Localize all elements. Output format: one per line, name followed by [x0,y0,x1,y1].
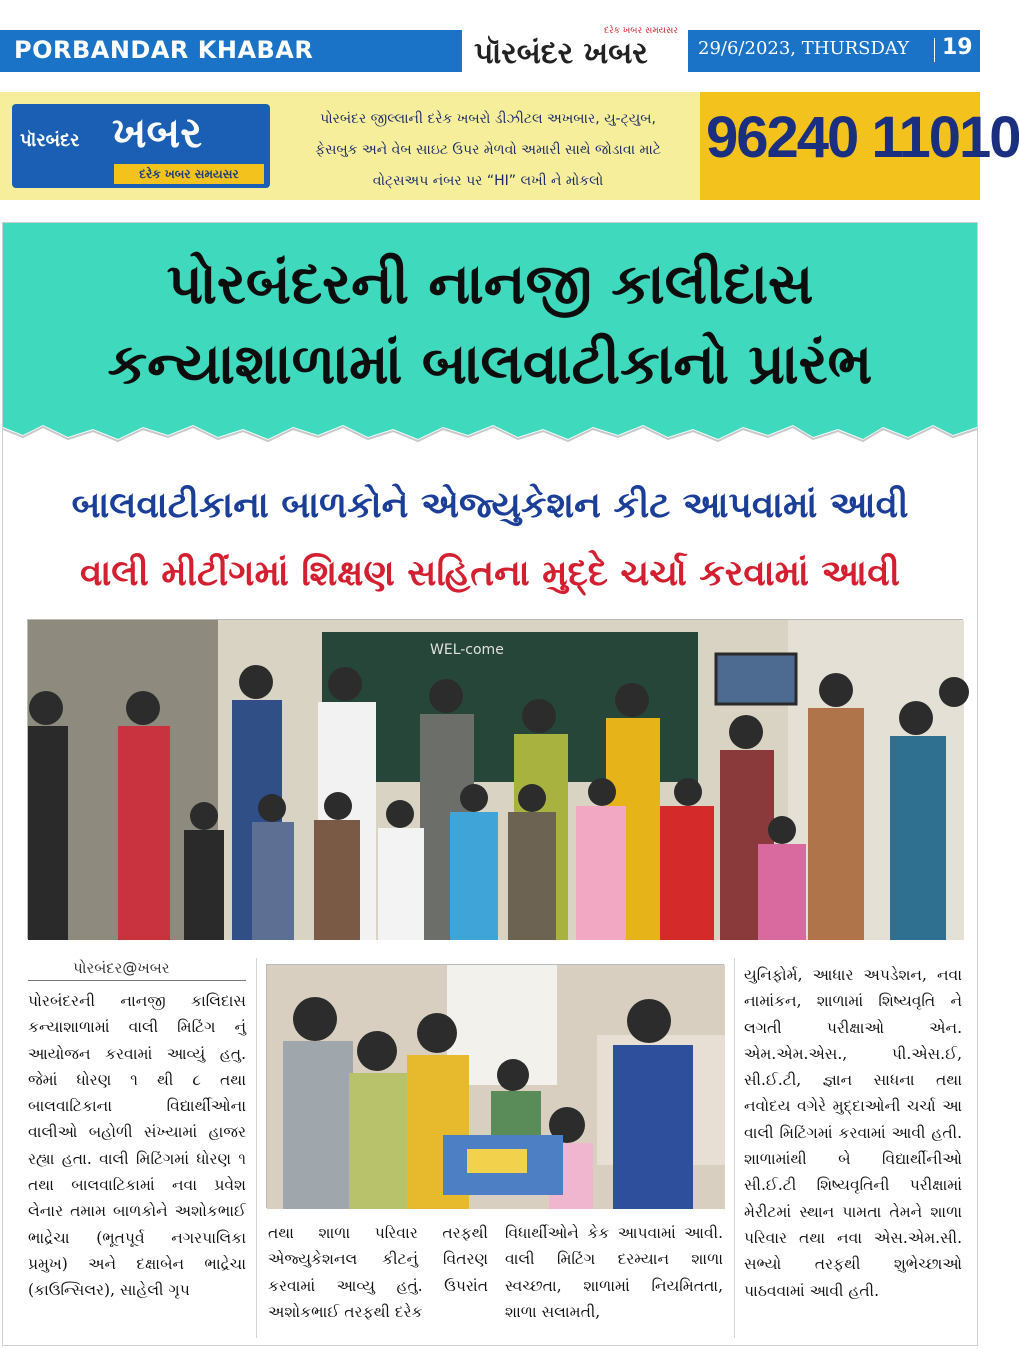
blackboard-text: WEL-come [430,642,504,658]
byline: પોરબંદર@ખબર [73,959,170,977]
headline-line-1: પોરબંદરની નાનજી કાલીદાસ [166,252,814,317]
masthead-logo [468,22,684,78]
banner-logo-main: ખબર [112,108,202,157]
issue-date: 29/6/2023, THURSDAY [698,38,910,59]
subheadline-1: બાલવાટીકાના બાળકોને એજ્યુકેશન કીટ આપવામાં આવી [71,485,909,526]
banner-text-line: પોરબંદર જીલ્લાની દરેક ખબરો ડીઝીટલ અખબાર, યુ-ટ્યુબ, [320,111,656,127]
banner-text-line: ફેસબુક અને વેબ સાઇટ ઉપર મેળવો અમારી સાથે જોડાવા માટે [315,142,661,158]
banner-logo-prefix: પૉરબંદર [20,130,80,151]
masthead [0,0,980,80]
article-column-3: વિધાર્થીઓને કેક આપવામાં આવી. વાલી મિટિંગ દરમ્યાન શાળા સ્વચ્છતા, શાળામાં નિયમિતતા, શાળા સલામતી, [505,1224,723,1321]
group-photo [27,619,963,939]
masthead-logo-text: પૉરબંદર ખબર [474,36,648,71]
torn-paper-edge [3,413,977,453]
date-separator [934,38,935,62]
headline-line-2: કન્યાશાળામાં બાલવાટીકાનો પ્રારંભ [107,332,873,397]
masthead-logo-tagline: દરેક ખબર સમયસર [604,26,678,36]
byline-rule [28,980,246,981]
newspaper-title: PORBANDAR KHABAR [14,36,314,64]
group-photo-image [28,620,964,940]
article-column-4: યુનિફોર્મ, આધાર અપડેશન, નવા નામાંકન, શાળામાં શિષ્યવૃતિ ને લગતી પરીક્ષાઓ એન. એમ.એમ.એસ., પી.એસ.ઈ, સી.ઈ.ટી, જ્ઞાન સાધના તથા નવોદય વગેરે મુદ્દાઓની ચર્ચા આ વાલી મિટિંગમાં કરવામાં આવી હતી. શાળામાંથી બે વિદ્યાર્થીનીઓ સી.ઈ.ટી શિષ્યવૃતિની પરીક્ષામાં મેરીટમાં સ્થાન પામતા તેમને શાળા પરિવાર તથા નવા એસ.એમ.સી. સભ્યો તરફથી શુભેચ્છાઓ પાઠવવામાં આવી હતી. [744,966,962,1300]
masthead-date-bar [688,30,980,72]
banner-logo-tag: દરેક ખબર સમયસર [114,164,264,184]
headline [3,245,977,405]
banner-text-line: વોટ્સઅપ નંબર પર “HI” લખી ને મોકલો [372,173,604,189]
kit-distribution-photo [266,964,724,1208]
banner-logo [12,104,270,188]
subheadline-2: વાલી મીટીંગમાં શિક્ષણ સહિતના મુદ્દે ચર્ચા કરવામાં આવી [80,553,900,594]
column-divider [734,958,735,1338]
page-number: 19 [942,35,973,60]
whatsapp-phone-number: 96240 11010 [706,105,1019,170]
column-divider [256,958,257,1338]
kit-distribution-image [267,965,725,1209]
article-column-2: તથા શાળા પરિવાર તરફથી એજ્યુકેશનલ કીટનું વિતરણ કરવામાં આવ્યુ હતું. ઉપરાંત અશોકભાઈ તરફથી દરેક [268,1224,488,1321]
banner-text [278,104,698,197]
article-column-1: પોરબંદરની નાનજી કાલિદાસ કન્યાશાળામાં વાલી મિટિંગ નું આયોજન કરવામાં આવ્યું હતુ. જેમાં ધોરણ ૧ થી ૮ તથા બાલવાટિકાના વિદ્યાર્થીઓના વાલીઓ બહોળી સંખ્યામાં હાજર રહ્યા હતા. વાલી મિટિંગમાં ધોરણ ૧ તથા બાલવાટિકામાં નવા પ્રવેશ લેનાર તમામ બાળકોને અશોકભાઈ ભાદ્રેચા (ભૂતપૂર્વ નગરપાલિકા પ્રમુખ) અને દક્ષાબેન ભાદ્રેચા (કાઉન્સિલર), સાહેલી ગૃપ [28,992,246,1300]
masthead-left-bar [0,30,462,72]
